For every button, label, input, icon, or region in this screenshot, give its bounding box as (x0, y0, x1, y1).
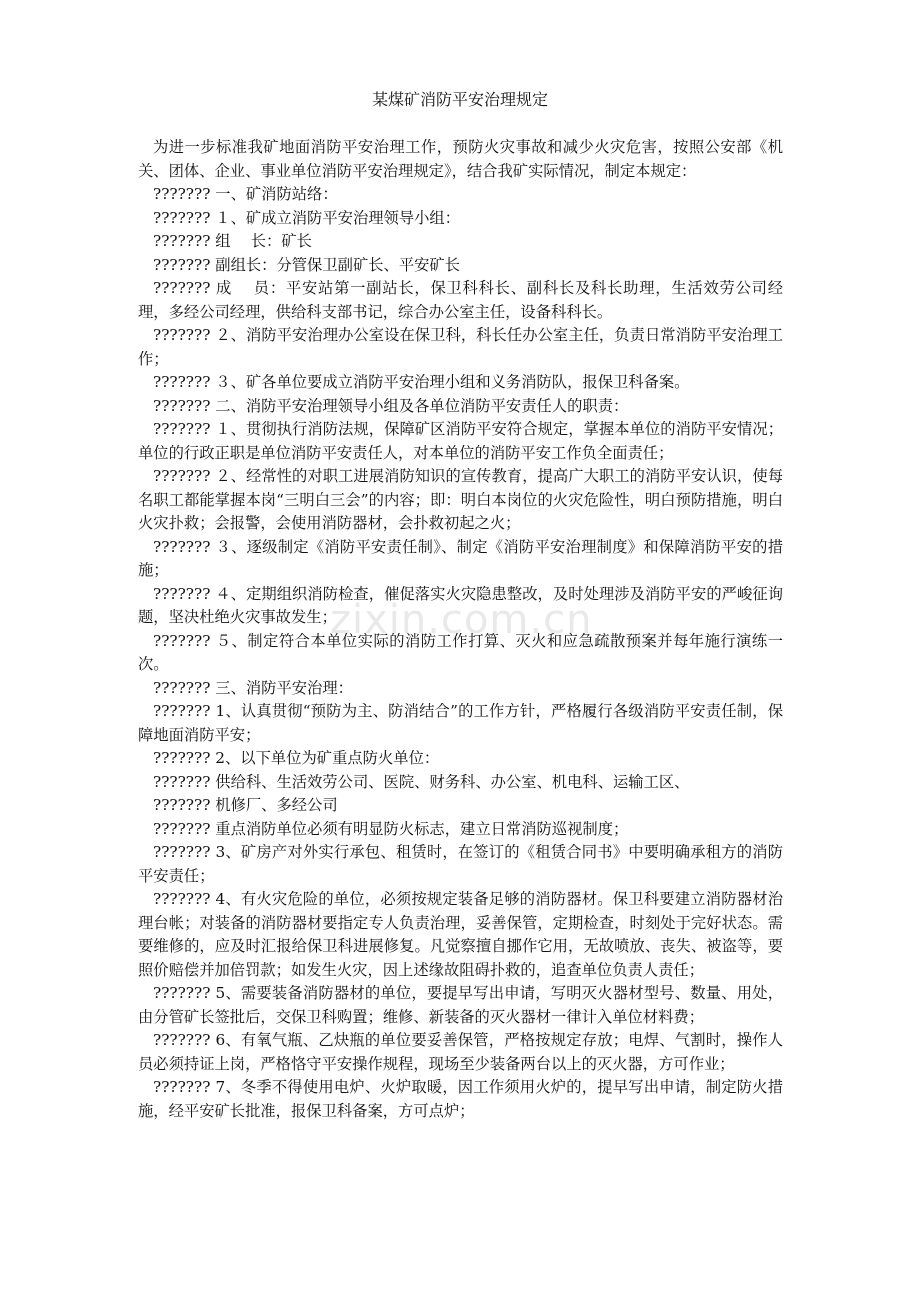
paragraph: ??????? ３、矿各单位要成立消防平安治理小组和义务消防队，报保卫科备案。 (153, 373, 690, 391)
paragraph: 为进一步标准我矿地面消防平安治理工作，预防火灾事故和减少火灾危害，按照公安部《机关、团体、企业、事业单位消防平安治理规定》，结合我矿实际情况，制定本规定： (138, 138, 783, 180)
paragraph: ??????? 机修厂、多经公司 (153, 796, 338, 814)
section-heading: ??????? 一、矿消防站络： (153, 185, 338, 203)
document-title: 某煤矿消防平安治理规定 (371, 90, 548, 109)
paragraph: ??????? 7、冬季不得使用电炉、火炉取暖，因工作须用火炉的，提早写出申请，制定防火措施，经平安矿长批准，报保卫科备案，方可点炉； (138, 1078, 783, 1120)
paragraph: ??????? 5、需要装备消防器材的单位，要提早写出申请，写明灭火器材型号、数量、用处，由分管矿长签批后，交保卫科购置；维修、新装备的灭火器材一律计入单位材料费； (138, 984, 783, 1026)
paragraph: ??????? 1、认真贯彻“预防为主、防消结合”的工作方针，严格履行各级消防平安责任制，保障地面消防平安； (138, 702, 783, 744)
paragraph: ??????? 组 长：矿长 (153, 232, 312, 250)
paragraph: ??????? 重点消防单位必须有明显防火标志，建立日常消防巡视制度； (153, 819, 629, 838)
section-heading: ??????? 三、消防平安治理： (153, 678, 353, 697)
document-body (138, 136, 783, 1123)
paragraph: ??????? ５、制定符合本单位实际的消防工作打算、灭火和应急疏散预案并每年施行演练一次。 (138, 631, 783, 673)
paragraph: ??????? ２、经常性的对职工进展消防知识的宣传教育，提高广大职工的消防平安认识，使每名职工都能掌握本岗“三明白三会”的内容；即：明白本岗位的火灾危险性，明白预防措施，明白火灾扑救；会报警，会使用消防器材，会扑救初起之火； (138, 467, 783, 532)
paragraph: ??????? 4、有火灾危险的单位，必须按规定装备足够的消防器材。保卫科要建立消防器材治理台帐；对装备的消防器材要指定专人负责治理，妥善保管，定期检查，时刻处于完好状态。需要维修的，应及时汇报给保卫科进展修复。凡觉察擅自挪作它用，无故喷放、丧失、被盗等，要照价赔偿并加倍罚款；如发生火灾，因上述缘故阻碍扑救的，追查单位负责人责任； (138, 890, 783, 979)
paragraph: ??????? 3、矿房产对外实行承包、租赁时，在签订的《租赁合同书》中要明确承租方的消防平安责任； (138, 843, 783, 885)
paragraph: ??????? ２、消防平安治理办公室设在保卫科，科长任办公室主任，负责日常消防平安治理工作； (138, 326, 783, 368)
paragraph: ??????? ３、逐级制定《消防平安责任制》、制定《消防平安治理制度》和保障消防平安的措施； (138, 537, 783, 579)
paragraph: ??????? １、矿成立消防平安治理领导小组： (153, 208, 461, 227)
watermark: zixin.com.cn (330, 597, 593, 643)
paragraph: ??????? 成 员：平安站第一副站长，保卫科科长、副科长及科长助理，生活效劳公司经理，多经公司经理，供给科支部书记，综合办公室主任，设备科科长。 (138, 279, 783, 321)
paragraph: ??????? 6、有氧气瓶、乙炔瓶的单位要妥善保管，严格按规定存放；电焊、气割时，操作人员必须持证上岗，严格恪守平安操作规程，现场至少装备两台以上的灭火器，方可作业； (138, 1031, 783, 1073)
section-heading: ??????? 二、消防平安治理领导小组及各单位消防平安责任人的职责： (153, 396, 629, 415)
paragraph: ??????? 供给科、生活效劳公司、医院、财务科、办公室、机电科、运输工区、 (153, 772, 690, 791)
paragraph: ??????? １、贯彻执行消防法规，保障矿区消防平安符合规定，掌握本单位的消防平安情况；单位的行政正职是单位消防平安责任人，对本单位的消防平安工作负全面责任； (138, 420, 783, 462)
paragraph: ??????? 2、以下单位为矿重点防火单位： (153, 749, 440, 767)
paragraph: ??????? 副组长：分管保卫副矿长、平安矿长 (153, 255, 461, 274)
paragraph: ??????? ４、定期组织消防检查，催促落实火灾隐患整改，及时处理涉及消防平安的严峻征询题，坚决杜绝火灾事故发生； (138, 584, 783, 626)
